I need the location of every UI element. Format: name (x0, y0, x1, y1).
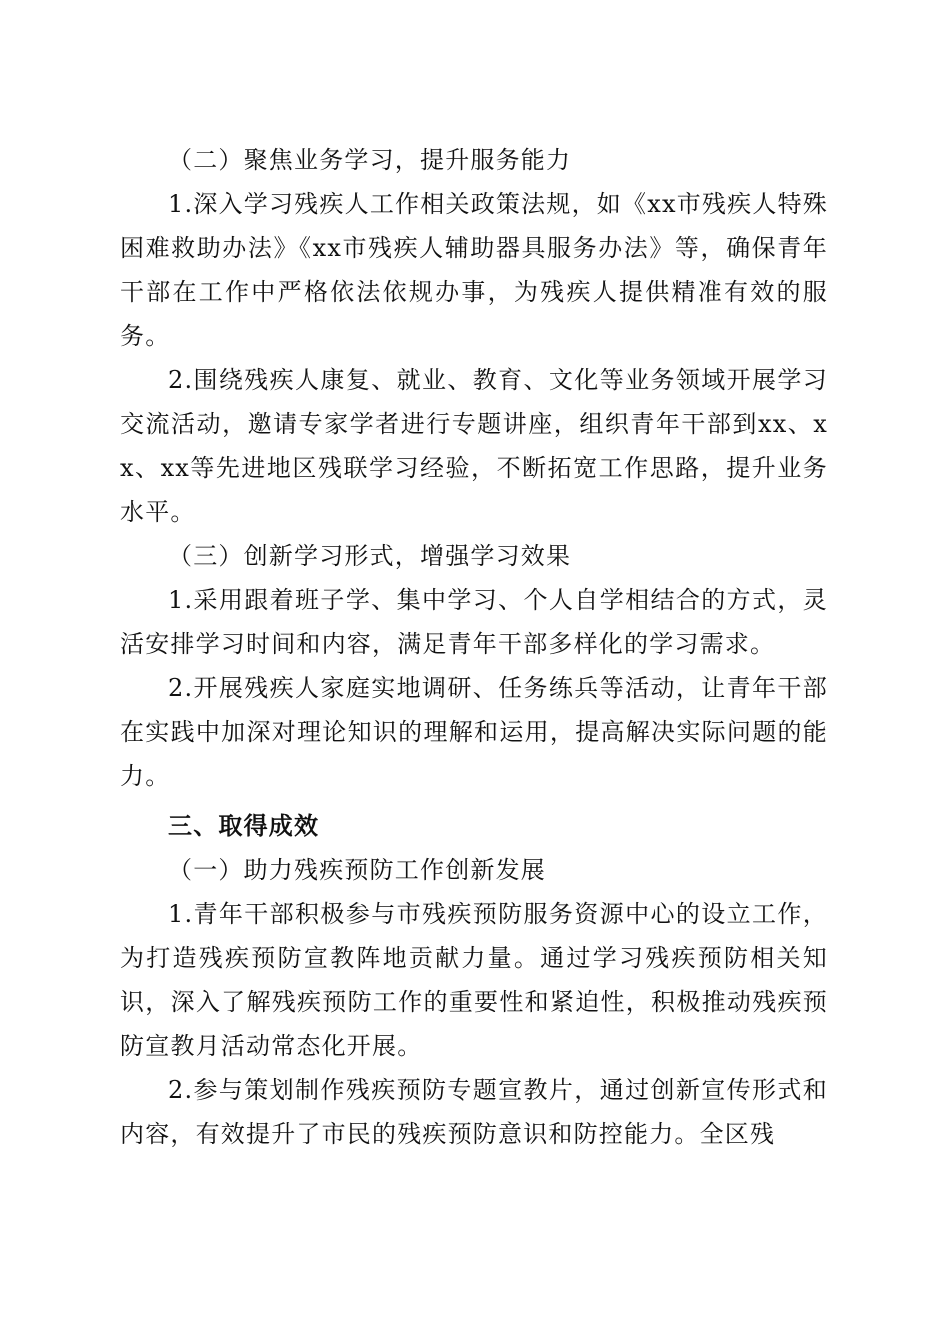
paragraph-3-2: 2.开展残疾人家庭实地调研、任务练兵等活动，让青年干部在实践中加深对理论知识的理解和运用，提高解决实际问题的能力。 (120, 674, 828, 790)
paragraph-2-2: 2.围绕残疾人康复、就业、教育、文化等业务领域开展学习交流活动，邀请专家学者进行专题讲座，组织青年干部到xx、xx、xx等先进地区残联学习经验，不断拓宽工作思路，提升业务水平。 (120, 366, 828, 526)
paragraph-results-1-2: 2.参与策划制作残疾预防专题宣教片，通过创新宣传形式和内容，有效提升了市民的残疾预防意识和防控能力。全区残 (120, 1076, 828, 1148)
document-body (120, 138, 828, 1156)
section-heading-results: 三、取得成效 (168, 812, 320, 840)
paragraph-results-1-1: 1.青年干部积极参与市残疾预防服务资源中心的设立工作，为打造残疾预防宣教阵地贡献力量。通过学习残疾预防相关知识，深入了解残疾预防工作的重要性和紧迫性，积极推动残疾预防宣教月活动常态化开展。 (120, 900, 828, 1060)
paragraph-2-1: 1.深入学习残疾人工作相关政策法规，如《xx市残疾人特殊困难救助办法》《xx市残疾人辅助器具服务办法》等，确保青年干部在工作中严格依法依规办事，为残疾人提供精准有效的服务。 (120, 190, 828, 350)
subheading-2: （二）聚焦业务学习，提升服务能力 (168, 146, 572, 174)
subheading-3: （三）创新学习形式，增强学习效果 (168, 542, 572, 570)
paragraph-3-1: 1.采用跟着班子学、集中学习、个人自学相结合的方式，灵活安排学习时间和内容，满足青年干部多样化的学习需求。 (120, 586, 828, 658)
subheading-results-1: （一）助力残疾预防工作创新发展 (168, 856, 546, 884)
